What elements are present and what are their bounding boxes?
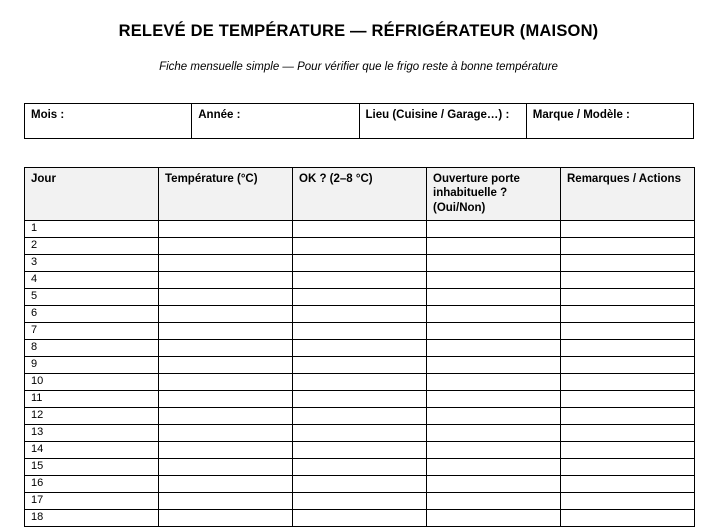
cell-remarques[interactable] — [561, 408, 695, 425]
cell-remarques[interactable] — [561, 476, 695, 493]
cell-temperature[interactable] — [159, 459, 293, 476]
cell-temperature[interactable] — [159, 510, 293, 527]
cell-temperature[interactable] — [159, 323, 293, 340]
table-row — [25, 476, 695, 493]
cell-day: 9 — [25, 357, 159, 374]
cell-temperature[interactable] — [159, 442, 293, 459]
cell-day: 7 — [25, 323, 159, 340]
table-row — [25, 238, 695, 255]
cell-temperature[interactable] — [159, 221, 293, 238]
cell-ouverture[interactable] — [427, 238, 561, 255]
cell-ouverture[interactable] — [427, 425, 561, 442]
cell-day: 15 — [25, 459, 159, 476]
cell-remarques[interactable] — [561, 323, 695, 340]
cell-remarques[interactable] — [561, 357, 695, 374]
cell-remarques[interactable] — [561, 374, 695, 391]
cell-ouverture[interactable] — [427, 374, 561, 391]
column-header-ok: OK ? (2–8 °C) — [293, 168, 427, 221]
info-field-lieu[interactable]: Lieu (Cuisine / Garage…) : — [359, 104, 526, 139]
cell-temperature[interactable] — [159, 425, 293, 442]
cell-ok[interactable] — [293, 391, 427, 408]
table-header-row — [25, 168, 695, 221]
table-row — [25, 272, 695, 289]
table-row — [25, 340, 695, 357]
table-row — [25, 289, 695, 306]
cell-remarques[interactable] — [561, 391, 695, 408]
cell-ok[interactable] — [293, 255, 427, 272]
cell-temperature[interactable] — [159, 340, 293, 357]
cell-remarques[interactable] — [561, 493, 695, 510]
cell-temperature[interactable] — [159, 408, 293, 425]
table-row — [25, 408, 695, 425]
cell-ok[interactable] — [293, 408, 427, 425]
page-subtitle: Fiche mensuelle simple — Pour vérifier que le frigo reste à bonne température — [159, 61, 558, 73]
cell-remarques[interactable] — [561, 510, 695, 527]
cell-temperature[interactable] — [159, 306, 293, 323]
cell-temperature[interactable] — [159, 272, 293, 289]
cell-remarques[interactable] — [561, 340, 695, 357]
cell-day: 11 — [25, 391, 159, 408]
cell-day: 8 — [25, 340, 159, 357]
cell-day: 10 — [25, 374, 159, 391]
cell-remarques[interactable] — [561, 459, 695, 476]
table-row — [25, 357, 695, 374]
table-row — [25, 391, 695, 408]
cell-ouverture[interactable] — [427, 459, 561, 476]
cell-temperature[interactable] — [159, 374, 293, 391]
cell-day: 17 — [25, 493, 159, 510]
cell-temperature[interactable] — [159, 255, 293, 272]
table-row — [25, 221, 695, 238]
cell-ouverture[interactable] — [427, 255, 561, 272]
cell-ok[interactable] — [293, 221, 427, 238]
cell-ok[interactable] — [293, 357, 427, 374]
column-header-temperature: Température (°C) — [159, 168, 293, 221]
column-header-jour: Jour — [25, 168, 159, 221]
cell-day: 5 — [25, 289, 159, 306]
table-row — [25, 255, 695, 272]
cell-remarques[interactable] — [561, 238, 695, 255]
cell-ouverture[interactable] — [427, 323, 561, 340]
cell-ouverture[interactable] — [427, 442, 561, 459]
info-field-annee[interactable]: Année : — [192, 104, 359, 139]
cell-day: 1 — [25, 221, 159, 238]
cell-day: 4 — [25, 272, 159, 289]
cell-remarques[interactable] — [561, 289, 695, 306]
cell-ok[interactable] — [293, 476, 427, 493]
page-title: RELEVÉ DE TEMPÉRATURE — RÉFRIGÉRATEUR (MAISON) — [118, 22, 599, 40]
column-header-remarques: Remarques / Actions — [561, 168, 695, 221]
cell-ok[interactable] — [293, 340, 427, 357]
cell-ok[interactable] — [293, 425, 427, 442]
cell-ouverture[interactable] — [427, 306, 561, 323]
table-row — [25, 493, 695, 510]
cell-ouverture[interactable] — [427, 357, 561, 374]
cell-temperature[interactable] — [159, 391, 293, 408]
cell-ouverture[interactable] — [427, 340, 561, 357]
cell-remarques[interactable] — [561, 442, 695, 459]
cell-day: 13 — [25, 425, 159, 442]
cell-ok[interactable] — [293, 272, 427, 289]
cell-temperature[interactable] — [159, 289, 293, 306]
cell-ok[interactable] — [293, 493, 427, 510]
cell-temperature[interactable] — [159, 357, 293, 374]
table-row — [25, 510, 695, 527]
column-header-ouverture: Ouverture porte inhabituelle ? (Oui/Non) — [427, 168, 561, 221]
cell-temperature[interactable] — [159, 476, 293, 493]
table-row — [25, 425, 695, 442]
cell-day: 6 — [25, 306, 159, 323]
cell-ouverture[interactable] — [427, 510, 561, 527]
cell-ouverture[interactable] — [427, 272, 561, 289]
cell-day: 18 — [25, 510, 159, 527]
cell-ouverture[interactable] — [427, 289, 561, 306]
document-page — [0, 22, 717, 529]
cell-ouverture[interactable] — [427, 493, 561, 510]
cell-ok[interactable] — [293, 442, 427, 459]
cell-ok[interactable] — [293, 459, 427, 476]
temperature-log-table — [24, 167, 695, 527]
info-field-marque[interactable]: Marque / Modèle : — [526, 104, 693, 139]
cell-temperature[interactable] — [159, 493, 293, 510]
cell-ok[interactable] — [293, 238, 427, 255]
cell-remarques[interactable] — [561, 425, 695, 442]
table-row — [25, 323, 695, 340]
cell-remarques[interactable] — [561, 272, 695, 289]
table-row — [25, 104, 694, 139]
cell-day: 14 — [25, 442, 159, 459]
cell-day: 3 — [25, 255, 159, 272]
cell-day: 16 — [25, 476, 159, 493]
cell-ouverture[interactable] — [427, 408, 561, 425]
table-row — [25, 306, 695, 323]
cell-ouverture[interactable] — [427, 391, 561, 408]
cell-remarques[interactable] — [561, 255, 695, 272]
cell-ok[interactable] — [293, 289, 427, 306]
cell-day: 2 — [25, 238, 159, 255]
cell-ouverture[interactable] — [427, 476, 561, 493]
header-info-table — [24, 103, 694, 139]
cell-day: 12 — [25, 408, 159, 425]
cell-remarques[interactable] — [561, 221, 695, 238]
table-body — [25, 221, 695, 527]
cell-ok[interactable] — [293, 306, 427, 323]
cell-ok[interactable] — [293, 510, 427, 527]
info-field-mois[interactable]: Mois : — [25, 104, 192, 139]
cell-ok[interactable] — [293, 374, 427, 391]
cell-temperature[interactable] — [159, 238, 293, 255]
cell-remarques[interactable] — [561, 306, 695, 323]
cell-ok[interactable] — [293, 323, 427, 340]
cell-ouverture[interactable] — [427, 221, 561, 238]
table-row — [25, 459, 695, 476]
table-row — [25, 374, 695, 391]
table-row — [25, 442, 695, 459]
